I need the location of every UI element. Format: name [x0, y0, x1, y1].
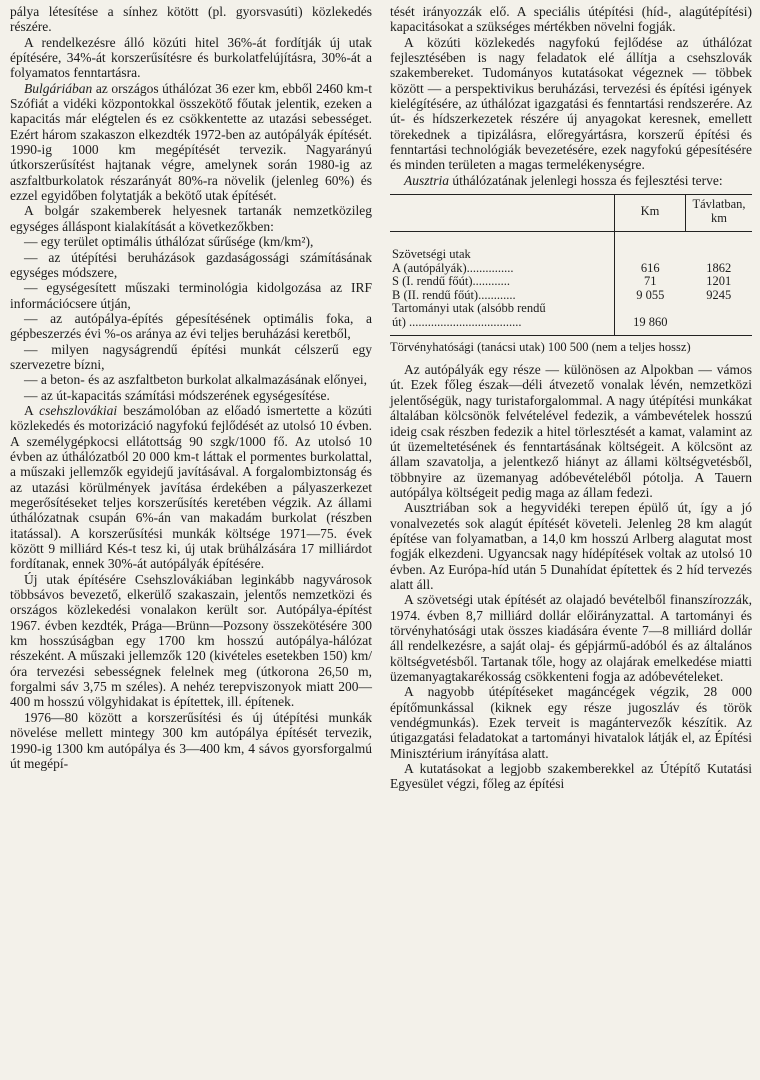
- paragraph: [10, 81, 372, 204]
- table-cell-name: Szövetségi utak: [392, 247, 471, 262]
- paragraph: [10, 4, 372, 35]
- right-column: [390, 4, 752, 1080]
- paragraph: [390, 4, 752, 35]
- paragraph: [10, 203, 372, 234]
- table-row: [390, 316, 752, 336]
- table-row: [390, 275, 752, 289]
- table-cell-km: 19 860: [615, 316, 686, 336]
- table-cell-km: 71: [615, 275, 686, 289]
- paragraph: [390, 761, 752, 792]
- paragraph: [10, 388, 372, 403]
- paragraph: [390, 173, 752, 188]
- table-header-blank: [390, 195, 615, 232]
- paragraph-text: az országos úthálózat 36 ezer km, ebből 2460 km-t Szófiát a vidéki központokkal összekötő főutak jelentik, ezeken a kapacitás már elégtelen és ez csökkentette az utazási sebességet. Ezért három szakaszon elkezdték 1972-ben az autópályák építését. 1990-ig 1000 km megépítését tervezik. Nagyarányú útkorszerűsítést hajtanak végre, amelynek során 1980-ig az aszfaltburkolatok részarányát 80%-ra növelik (jelenleg 60%) és ezzel egyidőben folytatják a bekötő utak építését.: [10, 80, 372, 204]
- paragraph-text: tését irányozzák elő. A speciális útépítési (híd-, alagútépítési) kapacitásokat a szükséges mértékben növelni fogják.: [390, 4, 752, 35]
- paragraph: [390, 362, 752, 500]
- table-cell-tavlat: 1201: [706, 274, 732, 289]
- right-column-top: [390, 4, 752, 188]
- country-name: Ausztria: [404, 172, 450, 188]
- table-cell-name: B (II. rendű főút)............: [392, 287, 516, 302]
- table-row: [390, 289, 752, 303]
- table-cell-km: [615, 248, 686, 262]
- paragraph-text: — egy terület optimális úthálózat sűrűsége (km/km²),: [24, 234, 314, 250]
- table-cell-tavlat: [686, 316, 753, 336]
- paragraph: [10, 250, 372, 281]
- paragraph-text: A kutatásokat a legjobb szakemberekkel az Útépítő Kutatási Egyesület végzi, főleg az építési: [390, 761, 752, 792]
- paragraph-text: — az út-kapacitás számítási módszerének egységesítése.: [24, 387, 330, 403]
- table-cell-km: 616: [615, 262, 686, 276]
- paragraph-text: úthálózatának jelenlegi hossza és fejlesztési terve:: [449, 172, 723, 188]
- table-row: [390, 302, 752, 316]
- table-header-tavlat: Távlatban, km: [686, 195, 753, 232]
- austria-road-table: [390, 194, 752, 336]
- paragraph: [390, 500, 752, 592]
- country-name: csehszlovákiai: [39, 402, 118, 418]
- table-cell-km: [615, 302, 686, 316]
- paragraph: [10, 710, 372, 771]
- paragraph: [10, 280, 372, 311]
- paragraph: [390, 592, 752, 684]
- paragraph-text: Az autópályák egy része — különösen az Alpokban — vámos út. Ezek főleg észak—déli átvezető vonalak lévén, nemzetközi jelentőségük, nagy turistaforgalommal. A nagy útépítési munkákat általában kölcsönök felvételével fedezik, a vámbevételek hosszú ideig csak részben fedezik a hitel törlesztését a kamat, valamint az út üzemeltetésének és fenntartásának költségeit. A kölcsönt az állam szavatolja, a jelentkező hiányt az állami költségvetésből, többnyire az üzemanyag adóbevételéből pótolja. A Tauern autópálya költségeit pedig maga az állam fedezi.: [390, 362, 752, 500]
- table-cell-name: A (autópályák)...............: [392, 260, 514, 275]
- table-body: [390, 232, 752, 336]
- paragraph: [10, 372, 372, 387]
- paragraph-text: Ausztriában sok a hegyvidéki terepen épülő út, így a jó vonalvezetés sok alagút építését követeli. Jelenleg 28 km alagút építése van folyamatban, a 14,0 km hosszú Arlberg alagutat most fogják elkezdeni. Ugyancsak nagy hídépítések voltak az utolsó 10 évben. Az Európa-híd után 5 Dunahídat építettek és 2 híd tervezés alatt áll.: [390, 500, 752, 592]
- country-name: Bulgáriában: [24, 80, 93, 96]
- table-header-km: Km: [615, 195, 686, 232]
- paragraph-prefix: A: [24, 402, 40, 418]
- paragraph-text: A szövetségi utak építését az olajadó bevételből finanszírozzák, 1974. évben 8,7 milliárd dollár előirányzattal. A tartományi és törvényhatósági utak összes kiadására évente 7—8 milliárd dollár áll rendelkezésre, a saját olaj- és gépjármű-adóból és az általános költségvetésből. Tartanak tőle, hogy az olajárak emelkedése miatti üzemanyagtakarékosság csökkenteni fogja az adóbevételeket.: [390, 592, 752, 684]
- table-row: [390, 232, 752, 249]
- table-cell-name: S (I. rendű főút)............: [392, 274, 511, 289]
- paragraph: [10, 311, 372, 342]
- table-cell-name: út) ....................................: [390, 316, 615, 336]
- paragraph-text: A közúti közlekedés nagyfokú fejlődése az úthálózat fejlesztésében is nagy feladatok elé állítja a csehszlovák szakembereket. Tudományos kutatásokat végeznek — többek között — a perspektivikus beruházási, tervezési és építési igények kielégítésére, az úthálózat igazgatási és fenntartási rendszerére. Az út- és hídszerkezetek részére új anyagokat keresnek, emellett törekednek a tipizálásra, előregyártásra, korszerű építési és fenntartási technológiák bevezetésére, ezek nagyfokú gépesítésére és minden területen a magas termelékenységre.: [390, 34, 752, 173]
- table-cell-tavlat: [686, 302, 753, 316]
- table-cell-km: 9 055: [615, 289, 686, 303]
- paragraph-text: — a beton- és az aszfaltbeton burkolat alkalmazásának előnyei,: [24, 372, 367, 388]
- table-cell-tavlat: 9245: [706, 287, 732, 302]
- paragraph-text: beszámolóban az előadó ismertette a közúti közlekedés és motorizáció nagyfokú fejlődését az utolsó 10 évben. A személygépkocsi ellátottság 90 szgk/1000 fő. Az utolsó 10 évben az úthálózatból 20 000 km-t láttak el pormentes burkolattal, a műszaki jellemzők egyidejű javításával. A forgalombiztonság és az utazási körülmények javítása érdekében a pályaszerkezet megerősítéseket teljes korszerűsítés keretében végzik. Az állami úthálózatnak csupán 6%-án van makadám burkolat (részben itatással). A korszerűsítési munkák költsége 1971—75. évek között 9 milliárd Kés-t tesz ki, új utak brühálzására 17 milliárdot fordítanak, ennek 30%-át autópályák építésére.: [10, 402, 372, 572]
- paragraph: [10, 35, 372, 81]
- left-column: [10, 4, 372, 1080]
- paragraph-text: A rendelkezésre álló közúti hitel 36%-át fordítják új utak építésére, 34%-át korszerűsítésre és burkolatfelújításra, 30%-át a folyamatos fenntartásra.: [10, 34, 372, 81]
- table-row: [390, 248, 752, 262]
- table-cell-name: [390, 232, 615, 249]
- table-cell-tavlat: 1862: [706, 260, 732, 275]
- paragraph: [10, 342, 372, 373]
- table-row: [390, 262, 752, 276]
- paragraph-text: 1976—80 között a korszerűsítési és új útépítési munkák növelése mellett mintegy 300 km autópálya építését tervezik, 1990-ig 1300 km autópálya és 3—400 km, 4 sávos gyorsforgalmú út megépí-: [10, 709, 372, 771]
- table-cell-name: Tartományi utak (alsóbb rendű: [392, 301, 546, 316]
- paragraph-text: — milyen nagyságrendű építési munkát célszerű egy szervezetre bízni,: [10, 341, 372, 372]
- table-header-row: [390, 195, 752, 232]
- right-column-bottom: [390, 362, 752, 792]
- paragraph-text: pálya létesítése a sínhez kötött (pl. gyorsvasúti) közlekedés részére.: [10, 4, 372, 35]
- table-cell-km: [615, 232, 686, 249]
- paragraph: [390, 35, 752, 173]
- paragraph: [10, 572, 372, 710]
- table-cell-tavlat: [686, 248, 753, 262]
- paragraph-text: — az autópálya-építés gépesítésének optimális foka, a gépbeszerzés évi %-os aránya az évi teljes beruházási keretből,: [10, 310, 372, 342]
- table-cell-tavlat: [686, 232, 753, 249]
- paragraph-text: A nagyobb útépítéseket magáncégek végzik, 28 000 építőmunkással (kiknek egy része jugoszláv és török vendégmunkás). Ezek terveit is magántervezők készítik. Az útigazgatási feladatokat a tartományi hivatalok látják el, az Építési Minisztérium irányítása alatt.: [390, 684, 752, 761]
- table-note: Törvényhatósági (tanácsi utak) 100 500 (nem a teljes hossz): [390, 340, 691, 355]
- paragraph: [10, 234, 372, 249]
- paragraph-text: Új utak építésére Csehszlovákiában leginkább nagyvárosok többsávos bevezető, elkerülő szakaszain, jelentős nemzetközi és országos közlekedési vonalakon került sor. Autópálya-építést 1967. évben kezdték, Prága—Brünn—Pozsony összekötésére 300 km hosszúságban egy 1700 km hosszú autópálya-hálózat részeként. A műszaki jellemzők 120 (kivételes esetekben 150) km/óra tervezési sebességnek felelnek meg (útkorona 26,50 m, forgalmi sáv 3,75 m széles). A nehéz terepviszonyok miatt 200—400 m hosszú völgyhidakat is építettek, ill. építenek.: [10, 571, 372, 710]
- paragraph-text: — az útépítési beruházások gazdaságossági számításának egységes módszere,: [10, 249, 372, 280]
- paragraph: [390, 684, 752, 761]
- paragraph-text: A bolgár szakemberek helyesnek tartanák nemzetközileg egységes álláspont kialakítását a következőkben:: [10, 203, 372, 234]
- paragraph-text: — egységesített műszaki terminológia kidolgozása az IRF információcsere útján,: [10, 280, 372, 311]
- paragraph: [10, 403, 372, 572]
